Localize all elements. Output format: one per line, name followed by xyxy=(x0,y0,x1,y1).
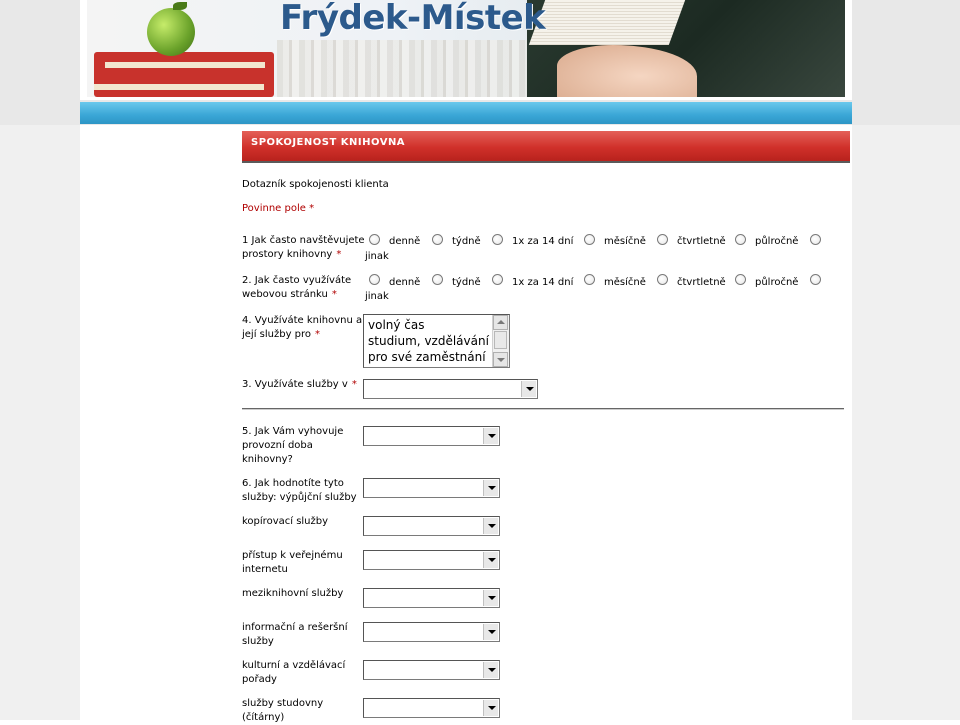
q5-label-line3: knihovny? xyxy=(242,454,293,465)
q1-label xyxy=(242,234,365,262)
q4-option[interactable]: pro své zaměstnání xyxy=(368,350,486,364)
q2-option-label: denně xyxy=(389,277,421,288)
apple-leaf xyxy=(173,2,187,10)
q6-label-line2: služby: výpůjční služby xyxy=(242,492,357,503)
chevron-down-icon[interactable] xyxy=(521,381,536,397)
required-mark: * xyxy=(331,289,337,300)
kulturni-label xyxy=(242,659,345,687)
navigation-bar xyxy=(80,102,852,124)
studovna-label-line2: (čítárny) xyxy=(242,712,285,723)
chevron-down-icon[interactable] xyxy=(483,700,498,716)
kulturni-label-line1: kulturní a vzdělávací xyxy=(242,660,346,671)
q2-radio-ctvrtletne[interactable] xyxy=(657,274,668,285)
studovna-label-line1: služby studovny xyxy=(242,698,324,709)
internet-label xyxy=(242,549,343,577)
q3-select[interactable] xyxy=(363,379,538,399)
kopirovaci-label: kopírovací služby xyxy=(242,516,329,527)
q1-option-label: týdně xyxy=(452,236,481,247)
q1-radio-14dni[interactable] xyxy=(492,234,503,245)
chevron-down-icon[interactable] xyxy=(483,428,498,444)
q4-scrollbar[interactable] xyxy=(492,315,509,367)
q4-label-line2: její služby pro xyxy=(242,329,312,340)
studovna-select[interactable] xyxy=(363,698,500,718)
q3-label-text: 3. Využíváte služby v xyxy=(242,379,348,390)
internet-select[interactable] xyxy=(363,550,500,570)
header-banner xyxy=(87,0,845,97)
q2-radio-tydne[interactable] xyxy=(432,274,443,285)
q4-label xyxy=(242,314,362,342)
section-header xyxy=(242,131,850,163)
apple-image xyxy=(147,8,195,56)
scroll-up-icon[interactable] xyxy=(493,315,508,330)
q2-label-line1: 2. Jak často využíváte xyxy=(242,275,352,286)
site-title: Frýdek-Místek xyxy=(280,0,546,38)
q5-label-line1: 5. Jak Vám vyhovuje xyxy=(242,426,344,437)
q3-label xyxy=(242,378,357,392)
q1-label-line1: 1 Jak často navštěvujete xyxy=(242,235,365,246)
chevron-down-icon[interactable] xyxy=(483,480,498,496)
q2-radio-14dni[interactable] xyxy=(492,274,503,285)
q2-option-label: jinak xyxy=(365,291,389,302)
survey-heading: Dotazník spokojenosti klienta xyxy=(242,179,389,190)
q2-option-label: půlročně xyxy=(755,277,799,288)
kulturni-select[interactable] xyxy=(363,660,500,680)
section-title: SPOKOJENOST KNIHOVNA xyxy=(251,137,406,148)
q1-radio-denne[interactable] xyxy=(369,234,380,245)
q1-option-label: 1x za 14 dní xyxy=(512,236,574,247)
mezik-label: meziknihovní služby xyxy=(242,588,344,599)
q1-option-label: jinak xyxy=(365,251,389,262)
q1-radio-ctvrtletne[interactable] xyxy=(657,234,668,245)
kulturni-label-line2: pořady xyxy=(242,674,277,685)
studovna-label xyxy=(242,697,323,725)
q1-radio-jinak[interactable] xyxy=(810,234,821,245)
books-image xyxy=(94,52,274,97)
q2-option-label: měsíčně xyxy=(604,277,646,288)
mezik-select[interactable] xyxy=(363,588,500,608)
chevron-down-icon[interactable] xyxy=(483,624,498,640)
book-pages xyxy=(94,84,264,90)
q4-multiselect[interactable] xyxy=(363,314,510,368)
q6-label-line1: 6. Jak hodnotíte tyto xyxy=(242,478,344,489)
scroll-down-icon[interactable] xyxy=(493,352,508,367)
scroll-thumb[interactable] xyxy=(494,331,507,349)
site-header xyxy=(80,0,852,100)
q2-radio-pulrocne[interactable] xyxy=(735,274,746,285)
q2-option-label: čtvrtletně xyxy=(677,277,726,288)
book-pages xyxy=(105,62,265,68)
bookshelf-image xyxy=(277,40,527,97)
q1-label-line2: prostory knihovny xyxy=(242,249,333,260)
q4-option[interactable]: studium, vzdělávání xyxy=(368,334,489,348)
q2-radio-denne[interactable] xyxy=(369,274,380,285)
chevron-down-icon[interactable] xyxy=(483,552,498,568)
q1-radio-mesicne[interactable] xyxy=(584,234,595,245)
q4-option[interactable]: volný čas xyxy=(368,318,425,332)
internet-label-line1: přístup k veřejnému xyxy=(242,550,343,561)
q2-option-label: týdně xyxy=(452,277,481,288)
required-mark: * xyxy=(336,249,342,260)
q1-option-label: měsíčně xyxy=(604,236,646,247)
chevron-down-icon[interactable] xyxy=(483,518,498,534)
inforeserse-select[interactable] xyxy=(363,622,500,642)
q1-option-label: denně xyxy=(389,236,421,247)
chevron-down-icon[interactable] xyxy=(483,590,498,606)
page-background-left xyxy=(0,125,80,720)
q2-radio-mesicne[interactable] xyxy=(584,274,595,285)
inforeserse-label xyxy=(242,621,348,649)
q2-option-label: 1x za 14 dní xyxy=(512,277,574,288)
inforeserse-label-line1: informační a rešeršní xyxy=(242,622,348,633)
q1-option-label: čtvrtletně xyxy=(677,236,726,247)
q5-label-line2: provozní doba xyxy=(242,440,313,451)
divider xyxy=(242,408,844,410)
chevron-down-icon[interactable] xyxy=(483,662,498,678)
q1-radio-pulrocne[interactable] xyxy=(735,234,746,245)
kopirovaci-select[interactable] xyxy=(363,516,500,536)
inforeserse-label-line2: služby xyxy=(242,636,274,647)
q2-radio-jinak[interactable] xyxy=(810,274,821,285)
required-note: Povinne pole * xyxy=(242,203,315,214)
internet-label-line2: internetu xyxy=(242,564,288,575)
q4-label-line1: 4. Využíváte knihovnu a xyxy=(242,315,363,326)
page-background-right xyxy=(852,125,960,720)
q1-radio-tydne[interactable] xyxy=(432,234,443,245)
q5-select[interactable] xyxy=(363,426,500,446)
q2-label-line2: webovou stránku xyxy=(242,289,328,300)
required-mark: * xyxy=(351,379,357,390)
q2-label xyxy=(242,274,351,302)
q6-select[interactable] xyxy=(363,478,500,498)
q6-label xyxy=(242,477,357,505)
q5-label xyxy=(242,425,343,467)
q1-option-label: půlročně xyxy=(755,236,799,247)
required-mark: * xyxy=(315,329,321,340)
book-pages-image xyxy=(529,0,685,45)
